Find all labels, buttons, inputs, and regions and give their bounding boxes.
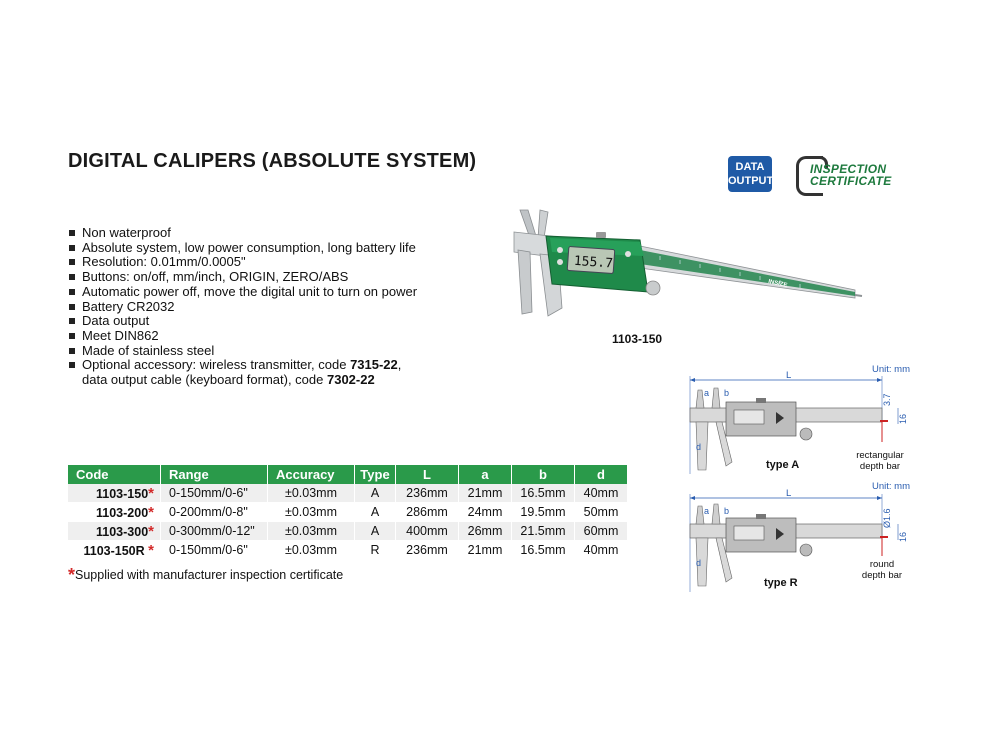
dim-depth: 16 [898,531,908,542]
cell-type: R [355,541,396,560]
cell-accuracy: ±0.03mm [268,541,355,560]
type-a-label: type A [766,459,800,471]
dim-b: b [724,506,730,516]
dim-l: L [786,488,792,499]
cell-range: 0-300mm/0-12" [161,522,268,541]
header-l: L [396,465,459,484]
feature-item: Non waterproof [68,226,417,241]
note-line2: depth bar [861,570,903,581]
inspection-certificate-badge [796,156,910,192]
optional-text-1-end: , [397,357,402,373]
cell-d: 50mm [575,503,628,522]
cell-a: 21mm [459,484,512,503]
cell-accuracy: ±0.03mm [268,522,355,541]
cell-accuracy: ±0.03mm [268,503,355,522]
unit-label: Unit: mm [872,364,910,375]
dim-a: a [704,388,710,398]
dim-depth: 16 [898,413,908,424]
cell-code [68,522,161,541]
dim-b: b [724,388,730,398]
feature-item: Meet DIN862 [68,329,417,344]
cell-a: 21mm [459,541,512,560]
code-text: 1103-150 [96,486,149,501]
cell-l: 400mm [396,522,459,541]
certificate-line1: INSPECTION [810,162,887,176]
data-output-line1: DATA [735,161,765,173]
cell-a: 26mm [459,522,512,541]
cell-d: 60mm [575,522,628,541]
cell-type: A [355,503,396,522]
cell-range: 0-150mm/0-6" [161,541,268,560]
table-row [68,484,628,503]
cell-code [68,503,161,522]
optional-code-1: 7315-22 [350,357,398,373]
cert-star: * [148,522,154,540]
footnote [68,563,343,584]
feature-item: Battery CR2032 [68,300,417,315]
dim-d: d [696,442,702,452]
dim-a: a [704,506,710,516]
cert-star: * [148,541,154,559]
header-b: b [512,465,575,484]
table-row [68,541,628,560]
feature-item: Data output [68,314,417,329]
product-model-label: 1103-150 [612,332,663,346]
feature-item: Absolute system, low power consumption, long battery life [68,241,417,256]
footnote-text: Supplied with manufacturer inspection certificate [75,568,344,582]
cell-l: 236mm [396,484,459,503]
cell-b: 19.5mm [512,503,575,522]
dim-width: 3.7 [882,393,892,406]
cell-d: 40mm [575,484,628,503]
table-row [68,522,628,541]
note-line2: depth bar [859,461,901,472]
note-line1: round [869,559,895,570]
header-code: Code [68,465,161,484]
cell-code [68,541,161,560]
feature-item: Resolution: 0.01mm/0.0005" [68,255,417,270]
code-text: 1103-150R [83,543,145,558]
optional-text-1: Optional accessory: wireless transmitter, code [82,357,351,373]
header-a: a [459,465,512,484]
cell-b: 16.5mm [512,484,575,503]
type-r-label: type R [764,577,798,589]
dim-d: d [696,558,702,568]
cert-star: * [148,484,154,502]
cell-d: 40mm [575,541,628,560]
brand-logo-text: INSIZE [767,279,788,289]
feature-item: Made of stainless steel [68,344,417,359]
optional-code-2: 7302-22 [326,372,375,388]
cell-l: 236mm [396,541,459,560]
cell-accuracy: ±0.03mm [268,484,355,503]
table-row [68,503,628,522]
data-output-line2: OUTPUT [728,175,774,187]
table-header-row [68,465,628,484]
cell-a: 24mm [459,503,512,522]
optional-text-2: data output cable (keyboard format), code [82,372,327,388]
footnote-star: * [68,565,76,585]
feature-item: Buttons: on/off, mm/inch, ORIGIN, ZERO/ABS [68,270,417,285]
cell-range: 0-150mm/0-6" [161,484,268,503]
header-d: d [575,465,628,484]
cell-type: A [355,522,396,541]
page-title: DIGITAL CALIPERS (ABSOLUTE SYSTEM) [68,150,477,172]
header-type: Type [355,465,396,484]
diagram-type-a [686,362,914,476]
cell-b: 16.5mm [512,541,575,560]
cell-code [68,484,161,503]
note-line1: rectangular [856,450,904,461]
dim-diameter: Ø1.6 [882,508,892,528]
cell-b: 21.5mm [512,522,575,541]
certificate-line2: CERTIFICATE [810,174,892,188]
feature-item-optional [68,358,417,387]
feature-list [68,226,417,388]
cell-range: 0-200mm/0-8" [161,503,268,522]
caliper-product-image [500,206,870,322]
dim-l: L [786,370,792,381]
data-output-badge [728,156,772,192]
lcd-reading: 155.7 [573,253,614,272]
header-range: Range [161,465,268,484]
diagram-type-r [686,480,914,594]
header-accuracy: Accuracy [268,465,355,484]
code-text: 1103-200 [96,505,149,520]
cell-type: A [355,484,396,503]
cell-l: 286mm [396,503,459,522]
cert-star: * [148,503,154,521]
unit-label: Unit: mm [872,481,910,492]
feature-item: Automatic power off, move the digital unit to turn on power [68,285,417,300]
code-text: 1103-300 [96,524,149,539]
spec-table [68,465,628,560]
